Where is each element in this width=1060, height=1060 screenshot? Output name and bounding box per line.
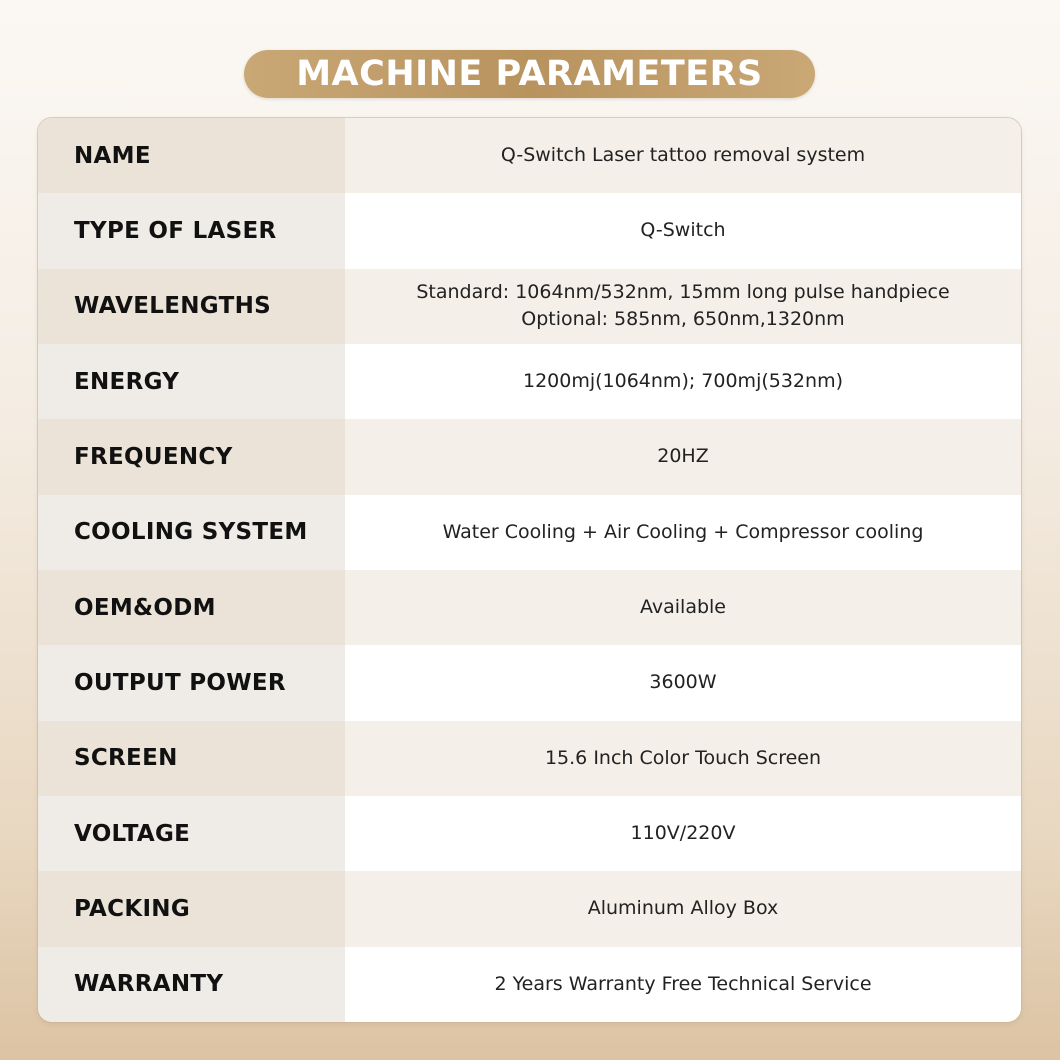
parameters-table xyxy=(38,118,1021,1022)
parameter-value: Q-Switch xyxy=(345,193,1021,268)
table-row xyxy=(38,871,1021,946)
parameter-label: COOLING SYSTEM xyxy=(38,495,345,570)
parameter-label: PACKING xyxy=(38,871,345,946)
parameter-label: SCREEN xyxy=(38,721,345,796)
parameter-value: Available xyxy=(345,570,1021,645)
parameter-label: TYPE OF LASER xyxy=(38,193,345,268)
parameter-value: 20HZ xyxy=(345,419,1021,494)
parameter-label: WAVELENGTHS xyxy=(38,269,345,344)
table-row xyxy=(38,269,1021,344)
parameter-value: Q-Switch Laser tattoo removal system xyxy=(345,118,1021,193)
parameter-label: OEM&ODM xyxy=(38,570,345,645)
table-row xyxy=(38,118,1021,193)
parameter-value: Standard: 1064nm/532nm, 15mm long pulse handpiece Optional: 585nm, 650nm,1320nm xyxy=(345,269,1021,344)
table-row xyxy=(38,645,1021,720)
table-row xyxy=(38,344,1021,419)
parameter-value: Water Cooling + Air Cooling + Compressor cooling xyxy=(345,495,1021,570)
table-row xyxy=(38,570,1021,645)
parameter-value: 110V/220V xyxy=(345,796,1021,871)
table-row xyxy=(38,796,1021,871)
page-title: MACHINE PARAMETERS xyxy=(296,54,763,94)
parameter-value: 1200mj(1064nm); 700mj(532nm) xyxy=(345,344,1021,419)
parameter-value: Aluminum Alloy Box xyxy=(345,871,1021,946)
table-row xyxy=(38,721,1021,796)
table-row xyxy=(38,419,1021,494)
parameter-value: 3600W xyxy=(345,645,1021,720)
parameter-label: NAME xyxy=(38,118,345,193)
table-row xyxy=(38,193,1021,268)
parameter-label: ENERGY xyxy=(38,344,345,419)
parameter-label: FREQUENCY xyxy=(38,419,345,494)
parameter-label: WARRANTY xyxy=(38,947,345,1022)
table-row xyxy=(38,495,1021,570)
parameter-label: VOLTAGE xyxy=(38,796,345,871)
parameter-label: OUTPUT POWER xyxy=(38,645,345,720)
table-row xyxy=(38,947,1021,1022)
title-banner xyxy=(244,50,815,98)
parameter-value: 15.6 Inch Color Touch Screen xyxy=(345,721,1021,796)
parameter-value: 2 Years Warranty Free Technical Service xyxy=(345,947,1021,1022)
